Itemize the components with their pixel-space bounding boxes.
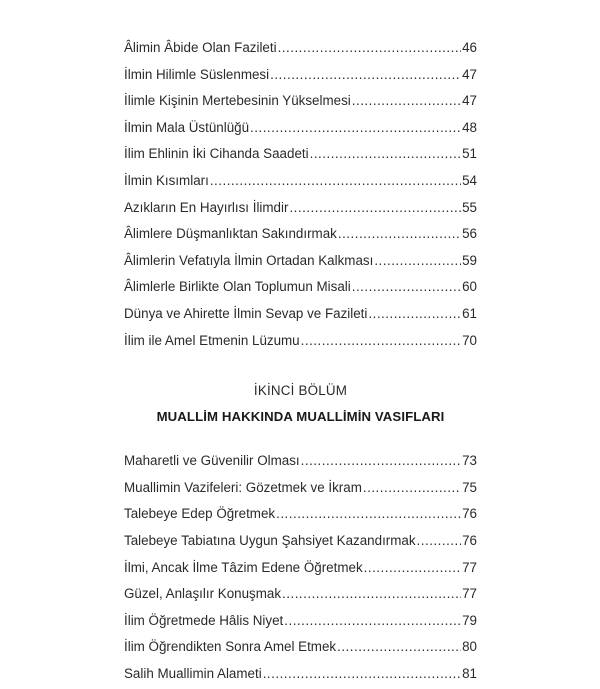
toc-entry-title: İlmin Kısımları <box>124 172 209 188</box>
dot-leader <box>301 330 461 352</box>
toc-entry-page-number: 76 <box>462 506 477 522</box>
toc-entry <box>124 663 477 689</box>
toc-entry-title: Talebeye Edep Öğretmek <box>124 506 276 522</box>
toc-list-part1 <box>124 37 477 356</box>
toc-entry-title: Âlimlerin Vefatıyla İlmin Ortadan Kalkması <box>124 252 374 268</box>
dot-leader <box>263 663 461 685</box>
dot-leader <box>276 503 461 525</box>
toc-entry <box>124 117 477 144</box>
section-title: MUALLİM HAKKINDA MUALLİMİN VASIFLARI <box>156 409 445 425</box>
toc-entry <box>124 583 477 610</box>
dot-leader <box>374 250 461 272</box>
toc-entry-page-number: 77 <box>462 586 477 602</box>
toc-entry-page-number: 60 <box>462 279 477 295</box>
toc-entry-page-number: 54 <box>462 172 477 188</box>
toc-entry-title: İlim Öğretmede Hâlis Niyet <box>124 612 284 628</box>
toc-entry-title: İlim Öğrendikten Sonra Amel Etmek <box>124 639 337 655</box>
toc-entry-page-number: 70 <box>462 332 477 348</box>
toc-entry-page-number: 55 <box>462 199 477 215</box>
toc-entry-title: Âlimin Âbide Olan Fazileti <box>124 40 277 55</box>
toc-entry <box>124 450 477 477</box>
toc-entry-page-number: 76 <box>462 532 477 548</box>
toc-entry-page-number: 77 <box>462 559 477 575</box>
toc-list-part2 <box>124 450 477 689</box>
toc-entry-page-number: 81 <box>462 665 477 681</box>
dot-leader <box>338 223 461 245</box>
toc-entry <box>124 303 477 330</box>
toc-entry <box>124 197 477 224</box>
section-number-label: İKİNCİ BÖLÜM <box>253 383 348 399</box>
dot-leader <box>301 450 461 472</box>
dot-leader <box>250 117 461 139</box>
toc-entry-title: Güzel, Anlaşılır Konuşmak <box>124 586 282 602</box>
dot-leader <box>284 610 461 632</box>
toc-entry-title: Muallimin Vazifeleri: Gözetmek ve İkram <box>124 479 362 495</box>
toc-entry-page-number: 61 <box>462 305 477 321</box>
toc-entry-title: Maharetli ve Güvenilir Olması <box>124 453 300 469</box>
dot-leader <box>210 170 461 192</box>
dot-leader <box>282 583 461 605</box>
toc-entry-page-number: 47 <box>462 66 477 82</box>
toc-entry-page-number: 47 <box>462 93 477 109</box>
toc-entry <box>124 276 477 303</box>
toc-entry-title: İlmin Mala Üstünlüğü <box>124 119 250 135</box>
dot-leader <box>289 197 461 219</box>
dot-leader <box>278 37 462 59</box>
toc-entry-page-number: 51 <box>462 146 477 162</box>
dot-leader <box>310 143 462 165</box>
toc-entry <box>124 64 477 91</box>
toc-entry <box>124 250 477 277</box>
dot-leader <box>270 64 461 86</box>
dot-leader <box>364 557 461 579</box>
toc-entry-page-number: 80 <box>462 639 477 655</box>
toc-entry <box>124 330 477 357</box>
toc-entry <box>124 636 477 663</box>
toc-entry-title: Âlimlere Düşmanlıktan Sakındırmak <box>124 226 337 242</box>
toc-entry-title: Talebeye Tabiatına Uygun Şahsiyet Kazandırmak <box>124 532 416 548</box>
dot-leader <box>363 477 461 499</box>
table-of-contents-page <box>124 37 477 689</box>
toc-entry <box>124 170 477 197</box>
toc-entry <box>124 530 477 557</box>
dot-leader <box>368 303 461 325</box>
toc-entry-page-number: 73 <box>462 453 477 469</box>
toc-entry <box>124 610 477 637</box>
toc-entry-title: Âlimlerle Birlikte Olan Toplumun Misali <box>124 279 351 295</box>
dot-leader <box>417 530 462 552</box>
toc-entry-title: İlmin Hilimle Süslenmesi <box>124 66 270 82</box>
toc-entry-title: İlim Ehlinin İki Cihanda Saadeti <box>124 146 309 162</box>
toc-entry-title: Azıkların En Hayırlısı İlimdir <box>124 199 289 215</box>
toc-entry-title: İlim ile Amel Etmenin Lüzumu <box>124 332 300 348</box>
dot-leader <box>352 90 461 112</box>
toc-entry-title: Salih Muallimin Alameti <box>124 665 262 681</box>
toc-entry <box>124 37 477 64</box>
toc-entry-page-number: 56 <box>462 226 477 242</box>
toc-entry-page-number: 46 <box>462 40 477 55</box>
toc-entry-page-number: 79 <box>462 612 477 628</box>
toc-entry <box>124 477 477 504</box>
toc-entry-title: Dünya ve Ahirette İlmin Sevap ve Fazileti <box>124 305 368 321</box>
toc-entry-page-number: 75 <box>462 479 477 495</box>
dot-leader <box>352 276 461 298</box>
toc-entry <box>124 143 477 170</box>
section-label <box>124 380 477 406</box>
toc-entry-title: İlimle Kişinin Mertebesinin Yükselmesi <box>124 93 351 109</box>
toc-entry <box>124 223 477 250</box>
toc-entry-page-number: 48 <box>462 119 477 135</box>
toc-entry <box>124 557 477 584</box>
dot-leader <box>337 636 461 658</box>
toc-entry <box>124 90 477 117</box>
toc-entry-page-number: 59 <box>462 252 477 268</box>
toc-entry <box>124 503 477 530</box>
toc-entry-title: İlmi, Ancak İlme Tâzim Edene Öğretmek <box>124 559 363 575</box>
